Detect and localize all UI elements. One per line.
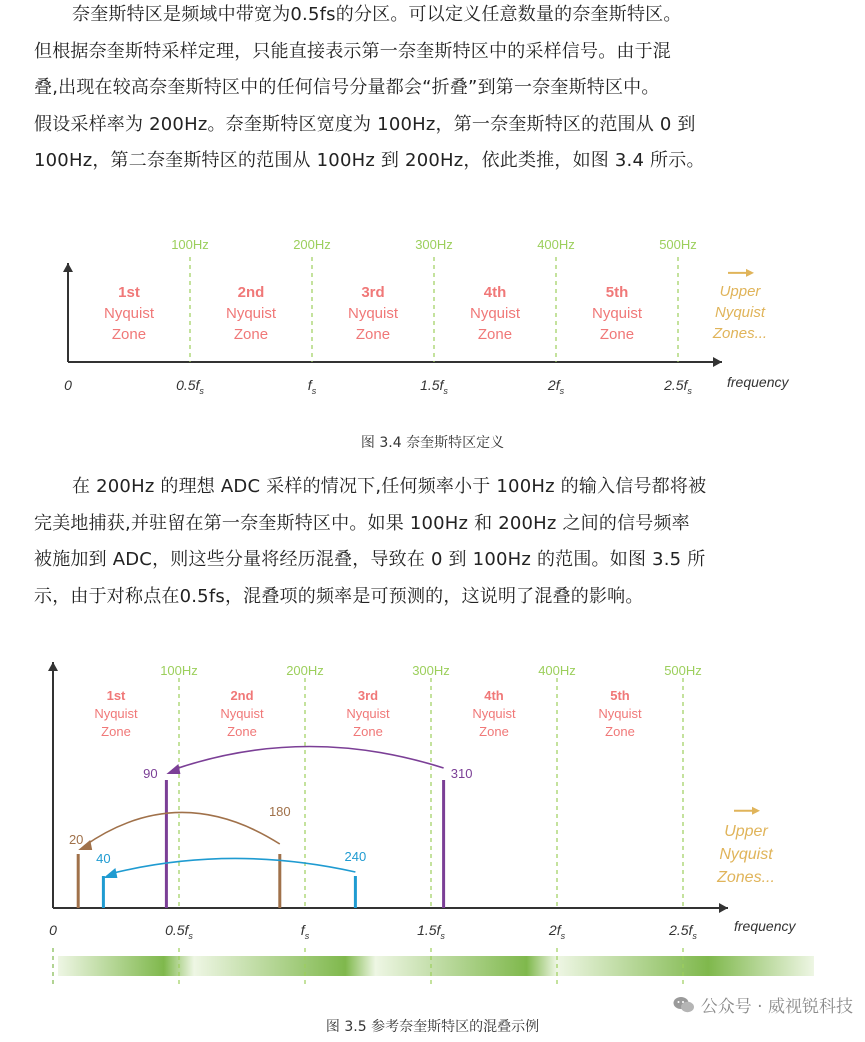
zone-word-nyquist: Nyquist (598, 706, 642, 721)
x-axis-arrow (719, 903, 728, 913)
axis-tick-label: $2.5f_s$ (664, 377, 692, 396)
para2-line-2: 完美地捕获,并驻留在第一奈奎斯特区中。如果 100Hz 和 200Hz 之间的信号频率 (34, 512, 690, 534)
zone-ordinal: 3rd (357, 688, 379, 703)
zone-word-nyquist: Nyquist (103, 305, 155, 322)
signal-label: 240 (344, 849, 367, 864)
zone-word-zone: Zone (233, 326, 269, 343)
tick-subscript: s (199, 386, 204, 396)
axis-tick-label: $2f_s$ (548, 922, 566, 941)
paragraph-1 (34, 0, 834, 180)
watermark (673, 992, 853, 1017)
zone-word-nyquist: Nyquist (591, 305, 643, 322)
signal-label: 310 (450, 766, 473, 781)
axis-tick-label: $f_s$ (300, 922, 310, 941)
x-axis-arrow (713, 357, 722, 367)
upper-zones-label: Nyquist (719, 846, 773, 863)
zone-word-zone: Zone (353, 724, 383, 739)
upper-arrow-icon (752, 807, 760, 815)
zone-word-zone: Zone (111, 326, 147, 343)
tick-subscript: s (692, 931, 697, 941)
tick-subscript: s (440, 931, 445, 941)
zone-word-nyquist: Nyquist (346, 706, 390, 721)
zone-ordinal: 3rd (361, 284, 385, 301)
freq-label: 400Hz (537, 237, 575, 252)
upper-zones-label: Nyquist (714, 304, 766, 321)
upper-zones-label: Zones... (717, 869, 775, 886)
para1-line-2: 但根据奈奎斯特采样定理，只能直接表示第一奈奎斯特区中的采样信号。由于混 (34, 40, 671, 62)
paragraph-2 (34, 469, 834, 615)
axis-tick-label: 0 (49, 922, 57, 938)
zone-word-nyquist: Nyquist (472, 706, 516, 721)
freq-label: 300Hz (412, 663, 450, 678)
zone-word-nyquist: Nyquist (220, 706, 264, 721)
para1-line-3: 叠,出现在较高奈奎斯特区中的任何信号分量都会“折叠”到第一奈奎斯特区中。 (34, 77, 660, 98)
axis-tick-label: $1.5f_s$ (417, 922, 445, 941)
zone-ordinal: 4th (484, 688, 504, 703)
signal-label: 40 (96, 851, 111, 866)
zone-ordinal: 1st (106, 688, 126, 703)
tick-subscript: s (559, 386, 565, 396)
axis-tick-label: $0.5f_s$ (176, 377, 204, 396)
x-axis-label: frequency (734, 918, 796, 934)
freq-label: 500Hz (659, 237, 697, 252)
para2-line-4: 示，由于对称点在0.5fs，混叠项的频率是可预测的，这说明了混叠的影响。 (34, 585, 644, 607)
para1-line-5: 100Hz，第二奈奎斯特区的范围从 100Hz 到 200Hz，依此类推，如图 3.4 所示。 (34, 150, 705, 171)
axis-tick-label: 0 (64, 377, 72, 393)
upper-arrow-icon (746, 269, 754, 277)
fold-arrow-240-to-40-head (103, 868, 117, 878)
zone-ordinal: 5th (610, 688, 630, 703)
tick-subscript: s (560, 931, 566, 941)
zone-word-nyquist: Nyquist (347, 305, 399, 322)
zone-word-zone: Zone (477, 326, 513, 343)
fold-arrow-240-to-40 (109, 858, 355, 874)
gradient-band (58, 956, 814, 976)
zone-word-zone: Zone (599, 326, 635, 343)
figure-3-4-caption: 图 3.4 奈奎斯特区定义 (360, 435, 505, 451)
signal-label: 90 (143, 766, 158, 781)
signal-label: 20 (68, 832, 84, 847)
zone-ordinal: 5th (605, 284, 629, 301)
para2-line-3: 被施加到 ADC，则这些分量将经历混叠，导致在 0 到 100Hz 的范围。如图 3.5 所 (34, 549, 706, 570)
freq-label: 100Hz (160, 663, 198, 678)
zone-ordinal: 2nd (230, 688, 254, 703)
freq-label: 400Hz (538, 663, 576, 678)
axis-tick-label: $f_s$ (307, 377, 317, 396)
para2-line-1: 在 200Hz 的理想 ADC 采样的情况下,任何频率小于 100Hz 的输入信号都将被 (72, 476, 707, 497)
zone-word-zone: Zone (355, 326, 391, 343)
para1-line-4: 假设采样率为 200Hz。奈奎斯特区宽度为 100Hz，第一奈奎斯特区的范围从 0 到 (34, 113, 696, 135)
upper-zones-label: Zones... (712, 325, 768, 342)
para1-line-1: 奈奎斯特区是频域中带宽为0.5fs的分区。可以定义任意数量的奈奎斯特区。 (72, 4, 682, 25)
zone-word-nyquist: Nyquist (469, 305, 521, 322)
tick-subscript: s (311, 386, 317, 396)
upper-zones-label: Upper (719, 283, 761, 300)
zone-word-zone: Zone (101, 724, 131, 739)
tick-subscript: s (188, 931, 193, 941)
tick-subscript: s (687, 386, 692, 396)
watermark-text: 公众号 · 威视锐科技 (700, 997, 853, 1017)
zone-word-zone: Zone (479, 724, 509, 739)
zone-ordinal: 2nd (237, 284, 265, 301)
fold-arrow-180-to-20 (84, 812, 280, 846)
y-axis-arrow (63, 263, 73, 272)
freq-label: 500Hz (664, 663, 702, 678)
zone-word-nyquist: Nyquist (225, 305, 277, 322)
figure-3-4 (0, 225, 865, 405)
freq-label: 200Hz (293, 237, 331, 252)
tick-subscript: s (304, 931, 310, 941)
y-axis-arrow (48, 662, 58, 671)
zone-word-zone: Zone (227, 724, 257, 739)
zone-word-nyquist: Nyquist (94, 706, 138, 721)
zone-ordinal: 4th (483, 284, 507, 301)
fold-arrow-310-to-90 (172, 746, 443, 770)
figure-3-5 (0, 648, 865, 998)
fold-arrow-310-to-90-head (166, 764, 180, 774)
upper-zones-label: Upper (724, 823, 768, 840)
axis-tick-label: $2.5f_s$ (669, 922, 697, 941)
axis-tick-label: $0.5f_s$ (165, 922, 193, 941)
zone-word-zone: Zone (605, 724, 635, 739)
freq-label: 200Hz (286, 663, 324, 678)
axis-tick-label: $1.5f_s$ (420, 377, 448, 396)
zone-ordinal: 1st (118, 284, 140, 301)
freq-label: 100Hz (171, 237, 209, 252)
wechat-icon (673, 996, 695, 1014)
tick-subscript: s (443, 386, 448, 396)
signal-label: 180 (268, 804, 291, 819)
x-axis-label: frequency (727, 374, 789, 390)
axis-tick-label: $2f_s$ (547, 377, 565, 396)
freq-label: 300Hz (415, 237, 453, 252)
figure-3-5-caption: 图 3.5 参考奈奎斯特区的混叠示例 (325, 1019, 540, 1035)
